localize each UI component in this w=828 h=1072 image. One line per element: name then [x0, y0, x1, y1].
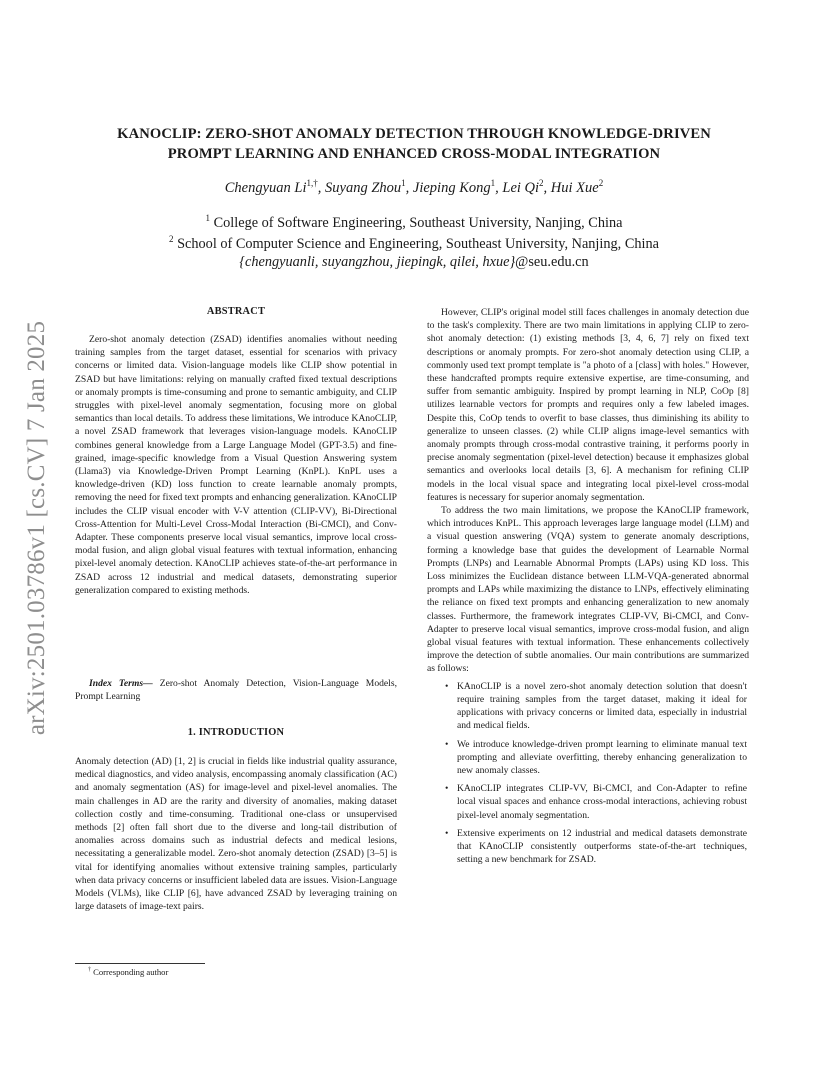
author: Chengyuan $Li^{1,\dagger}$, [224, 178, 326, 196]
author: Jieping Kong$^1$, [412, 178, 503, 196]
affiliation-1: $^1$ College of Software Engineering, Southeast University, Nanjing, China [205, 213, 623, 231]
abstract-heading: ABSTRACT [206, 306, 266, 317]
list-item: • KAnoCLIP is a novel zero-shot anomaly detection solution that doesn't require training samples from the target dataset, making it ideal for applications with privacy concerns or limited data, especially in industrial and medical fields. [445, 680, 747, 732]
author: Hui Xue$^2$ [550, 178, 604, 196]
introduction-text: Anomaly detection (AD) [1, 2] is crucial in fields like industrial quality assurance, medical diagnostics, and video analysis, encompassing anomaly classification (AC) and anomaly segmentation (AS) for image-level and pixel-level anomalies. The main challenges in AD are the rarity and diversity of anomalies, making dataset collection costly and time-consuming. Traditional one-class or unsupervised methods [2] often fall short due to the diverse and long-tail distribution of anomalies across domains such as industrial defects and medical lesions, necessitating a generalizable model. Zero-shot anomaly detection (ZSAD) [3–5] is vital for identifying anomalies without extensive training samples, particularly when data privacy concerns or insufficient labeled data are issues. Vision-Language Models (VLMs), like CLIP [6], have advanced ZSAD by leveraging training on large datasets of image-text pairs. [75, 756, 397, 913]
email-line [80, 254, 748, 271]
paper-title [80, 124, 748, 164]
index-terms [75, 677, 397, 703]
index-terms-text: Zero-shot Anomaly Detection, Vision-Language Models, Prompt Learning [75, 678, 397, 703]
email-domain: @seu.edu.cn [515, 254, 589, 270]
arxiv-stamp-text: arXiv:2501.03786v1 [cs.CV] 7 Jan 2025 [23, 320, 51, 736]
abstract-text: Zero-shot anomaly detection (ZSAD) identifies anomalies without needing training samples from the target dataset, essential for scenarios with privacy concerns or limited data. Vision-language models like CLIP show potential in ZSAD but have limitations: relying on manually crafted fixed textual descriptions or anomaly prompts is time-consuming and prone to semantic ambiguity, and CLIP struggles with pixel-level anomaly segmentation, focusing more on global semantics than local details. To address these limitations, We introduce KAnoCLIP, a novel ZSAD framework that leverages vision-language models. KAnoCLIP combines general knowledge from a Large Language Model (GPT-3.5) and fine-grained, image-specific knowledge from a Visual Question Answering system (Llama3) via Knowledge-Driven Prompt Learning (KnPL). KnPL uses a knowledge-driven (KD) loss function to create learnable anomaly prompts, removing the need for fixed text prompts and enhancing generalization. KAnoCLIP includes the CLIP visual encoder with V-V attention (CLIP-VV), Bi-Directional Cross-Attention for Multi-Level Cross-Modal Interaction (Bi-CMCI), and Conv-Adapter. These components preserve local visual semantics, improve local cross-modal fusion, and align global visual features with textual information, enhancing pixel-level anomaly detection. KAnoCLIP achieves state-of-the-art performance in ZSAD across 12 industrial and medical datasets, demonstrating superior generalization compared to existing methods. [75, 334, 397, 596]
contributions-list [427, 680, 749, 867]
affiliation-2: $^2$ School of Computer Science and Engineering, Southeast University, Nanjing, China [169, 234, 659, 252]
bullet-icon: • [445, 680, 449, 692]
bullet-icon: • [445, 783, 449, 795]
introduction-heading: 1. INTRODUCTION [187, 727, 285, 738]
footnote-text: Corresponding author [93, 967, 169, 977]
footnote-rule [75, 963, 205, 964]
author-list [80, 178, 748, 197]
email-names: {chengyuanli, suyangzhou, jiepingk, qilei, hxue} [239, 254, 516, 270]
list-item: • We introduce knowledge-driven prompt learning to eliminate manual text prompting and alleviate overfitting, thereby enhancing generalization to new anomaly classes. [445, 738, 747, 776]
arxiv-stamp [20, 298, 54, 758]
list-item: • Extensive experiments on 12 industrial and medical datasets demonstrate that KAnoCLIP consistently outperforms state-of-the-art techniques, setting a new benchmark for ZSAD. [445, 827, 747, 866]
author: Suyang Zhou$^1$, [325, 178, 413, 196]
list-item: • KAnoCLIP integrates CLIP-VV, Bi-CMCI, and Con-Adapter to refine local visual spaces and enhance cross-modal interactions, achieving robust pixel-level anomaly segmentation. [445, 783, 747, 821]
footnote [88, 967, 168, 977]
right-paragraph-2: To address the two main limitations, we propose the KAnoCLIP framework, which introduces KnPL. This approach leverages large language model (LLM) and a visual question answering (VQA) system to generate anomaly descriptions, forming a knowledge base that guides the development of Learnable Normal Prompts (LNPs) and Learnable Abnormal Prompts (LAPs) using KD loss. This Loss minimizes the Euclidean distance between LLM-VQA-generated abnormal prompts and LAPs while maximizing the distance to LNPs, effectively eliminating the reliance on fixed text prompts and enhancing generalization to new anomaly classes. Furthermore, the framework integrates CLIP-VV, Bi-CMCI, and Conv-Adapter to preserve local visual semantics, improve cross-modal fusion, and align global visual features with textual information. These enhancements collectively improve the detection of subtle anomalies. Our main contributions are summarized as follows: [427, 505, 749, 675]
footnote-mark: † [88, 967, 91, 974]
paper-title-line-2: PROMPT LEARNING AND ENHANCED CROSS-MODAL INTEGRATION [167, 146, 661, 162]
introduction-body [75, 755, 397, 913]
right-column [427, 306, 749, 871]
abstract-body [75, 333, 397, 597]
index-terms-label: Index Terms— [89, 678, 153, 689]
bullet-icon: • [445, 827, 449, 839]
paper-title-line-1: KANOCLIP: ZERO-SHOT ANOMALY DETECTION THROUGH KNOWLEDGE-DRIVEN [117, 126, 711, 142]
author: Lei Qi$^2$, [502, 178, 551, 196]
right-paragraph-1: However, CLIP's original model still faces challenges in anomaly detection due to the task's complexity. There are two main limitations in applying CLIP to zero-shot anomaly detection: (1) existing methods [3, 4, 6, 7] rely on fixed text descriptions or anomaly prompts. For zero-shot anomaly detection using CLIP, a commonly used text prompt template is "a photo of a [class] with holes." However, these handcrafted prompts require extensive expertise, are time-consuming, and suffer from semantic ambiguity. Inspired by prompt learning in NLP, CoOp [8] utilizes learnable vectors for prompts and requires only a few labeled images. Despite this, CoOp tends to overfit to base classes, thus diminishing its ability to generalize to unseen classes. (2) while CLIP aligns image-level semantics with anomaly prompts through cross-modal contrastive training, it performs poorly in precise anomaly segmentation (pixel-level detection) because it emphasizes global semantics and overlooks local details [3, 6]. A mechanism for refining CLIP models in the local visual space and integrating local pixel-level cross-modal features is necessary for superior anomaly segmentation. [427, 307, 749, 503]
bullet-icon: • [445, 738, 449, 750]
